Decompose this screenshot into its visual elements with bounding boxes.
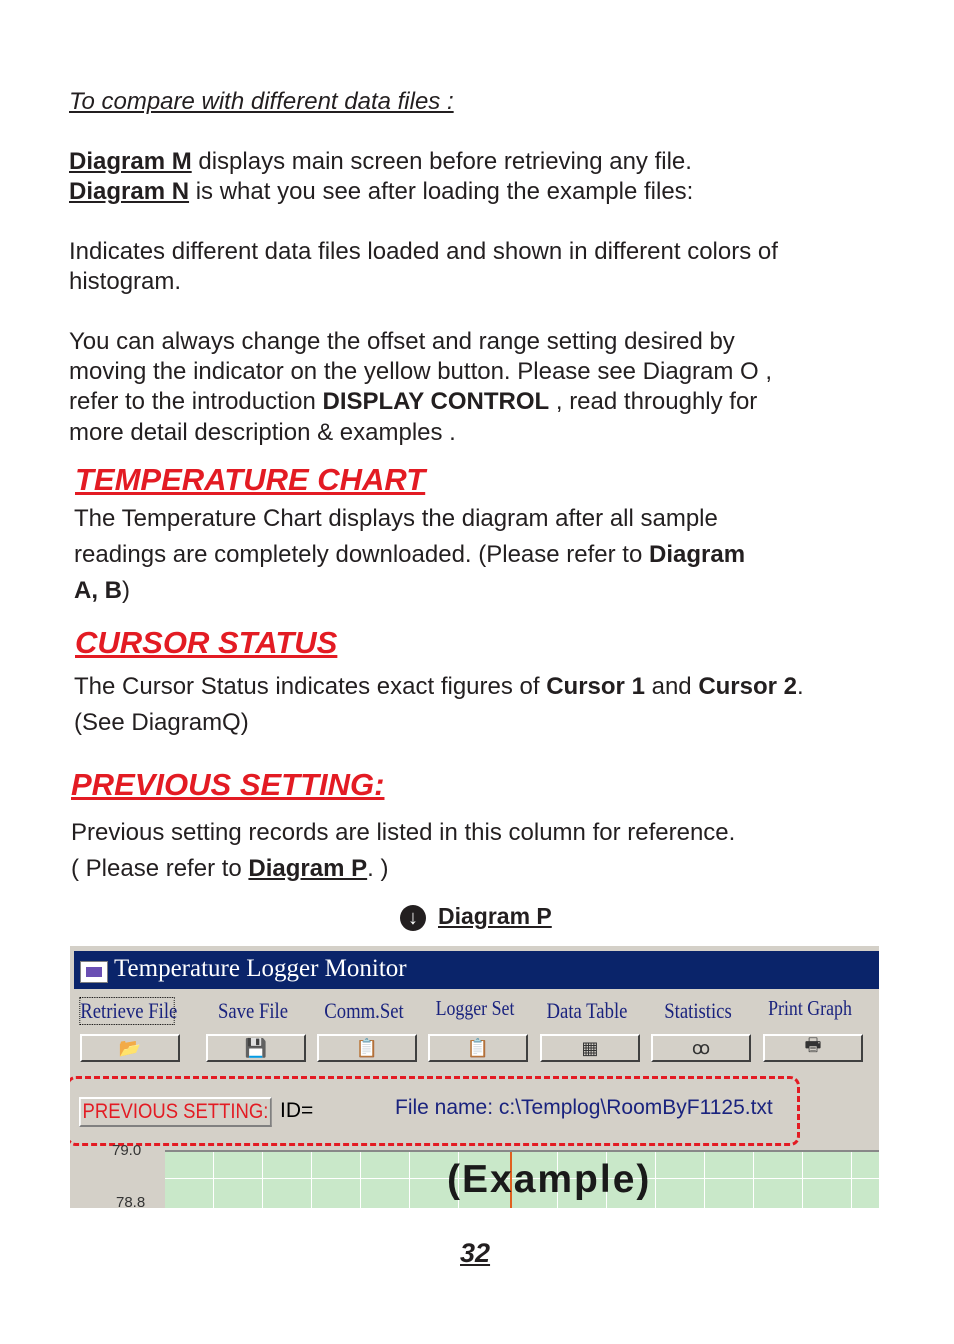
diagram-caption [400, 903, 552, 931]
example-overlay-text: (Example) [447, 1158, 652, 1201]
previous-setting-line-2a: ( Please refer to [71, 855, 249, 882]
diagram-m-ref: Diagram M [69, 148, 192, 175]
diagram-n-ref: Diagram N [69, 178, 190, 205]
comm-set-label: Comm.Set [324, 998, 404, 1023]
temperature-chart-line-2a: readings are completely downloaded. (Please refer to [74, 541, 649, 568]
printer-icon[interactable]: 🖶 [763, 1034, 863, 1062]
print-graph-button[interactable] [755, 996, 865, 1068]
diagram-ab-ref: A, B [74, 577, 122, 604]
diagram-m-line [69, 147, 692, 177]
diagram-ref: Diagram [649, 541, 746, 568]
compare-title: To compare with different data files : [69, 88, 454, 115]
diagram-p-ref: Diagram P [248, 855, 368, 882]
app-icon [80, 961, 108, 983]
diagram-caption-label: Diagram P [438, 903, 552, 929]
indicates-line-2: histogram. [69, 268, 182, 295]
clipboard-icon[interactable]: 📋 [317, 1034, 417, 1062]
app-screenshot [70, 946, 879, 1208]
id-label: ID= [280, 1099, 314, 1122]
change-line-3a: refer to the introduction [69, 388, 323, 415]
window-title: Temperature Logger Monitor [114, 955, 407, 982]
data-table-label: Data Table [546, 998, 628, 1023]
highlight-box [70, 1076, 800, 1146]
temperature-chart-line-3b: ) [122, 577, 130, 604]
table-icon[interactable]: ▦ [540, 1034, 640, 1062]
previous-setting-line-2 [71, 854, 388, 884]
change-line-2: moving the indicator on the yellow button. Please see Diagram O , [69, 358, 773, 385]
cursor-status-heading: CURSOR STATUS [75, 625, 338, 660]
save-file-button[interactable] [198, 996, 308, 1068]
previous-setting-line-1: Previous setting records are listed in this column for reference. [71, 819, 736, 846]
statistics-label: Statistics [664, 998, 732, 1023]
previous-setting-heading: PREVIOUS SETTING: [71, 767, 385, 802]
change-line-3c: , read throughly for [549, 388, 758, 415]
temperature-chart-line-1: The Temperature Chart displays the diagram after all sample [74, 505, 718, 532]
cursor-1-ref: Cursor 1 [546, 673, 645, 700]
page-number: 32 [460, 1238, 491, 1268]
change-line-1: You can always change the offset and range setting desired by [69, 328, 735, 355]
window-titlebar [74, 951, 879, 989]
comm-set-button[interactable] [309, 996, 419, 1068]
retrieve-file-label: Retrieve File [80, 998, 178, 1023]
logger-set-label: Logger Set [435, 996, 515, 1020]
y-tick-label: 78.8 [116, 1194, 146, 1208]
change-line-4: more detail description & examples . [69, 419, 456, 446]
previous-setting-label[interactable]: PREVIOUS SETTING: [79, 1097, 272, 1127]
temperature-chart-heading: TEMPERATURE CHART [75, 462, 426, 497]
data-table-button[interactable] [532, 996, 642, 1068]
file-name-text: File name: c:\Templog\RoomByF1125.txt [395, 1096, 773, 1119]
cursor-status-line-1a: The Cursor Status indicates exact figures of [74, 673, 547, 700]
folder-open-icon[interactable]: 📂 [80, 1034, 180, 1062]
print-graph-label: Print Graph [768, 996, 852, 1020]
clipboard-icon[interactable]: 📋 [428, 1034, 528, 1062]
diagram-m-text: displays main screen before retrieving any file. [191, 148, 692, 175]
down-arrow-icon: ↓ [400, 905, 426, 931]
cursor-status-line-1 [74, 672, 804, 702]
cursor-2-ref: Cursor 2 [698, 673, 798, 700]
save-file-label: Save File [217, 998, 289, 1023]
y-tick-label: 79.0 [112, 1142, 142, 1159]
previous-setting-line-2c: . ) [367, 855, 389, 882]
glasses-icon[interactable]: ꝏ [651, 1034, 751, 1062]
cursor-status-line-1c: and [644, 673, 699, 700]
cursor-status-line-2: (See DiagramQ) [74, 709, 249, 736]
diagram-n-line [69, 177, 693, 207]
logger-set-button[interactable] [420, 996, 530, 1068]
floppy-disk-icon[interactable]: 💾 [206, 1034, 306, 1062]
display-control-ref: DISPLAY CONTROL [322, 388, 550, 415]
change-line-3 [69, 387, 757, 417]
diagram-n-text: is what you see after loading the example files: [189, 178, 694, 205]
retrieve-file-button[interactable] [72, 996, 182, 1068]
temperature-chart-line-2 [74, 540, 745, 570]
temperature-chart-line-3 [74, 576, 130, 606]
cursor-status-line-1e: . [797, 673, 804, 700]
statistics-button[interactable] [643, 996, 753, 1068]
indicates-line-1: Indicates different data files loaded and shown in different colors of [69, 238, 778, 265]
